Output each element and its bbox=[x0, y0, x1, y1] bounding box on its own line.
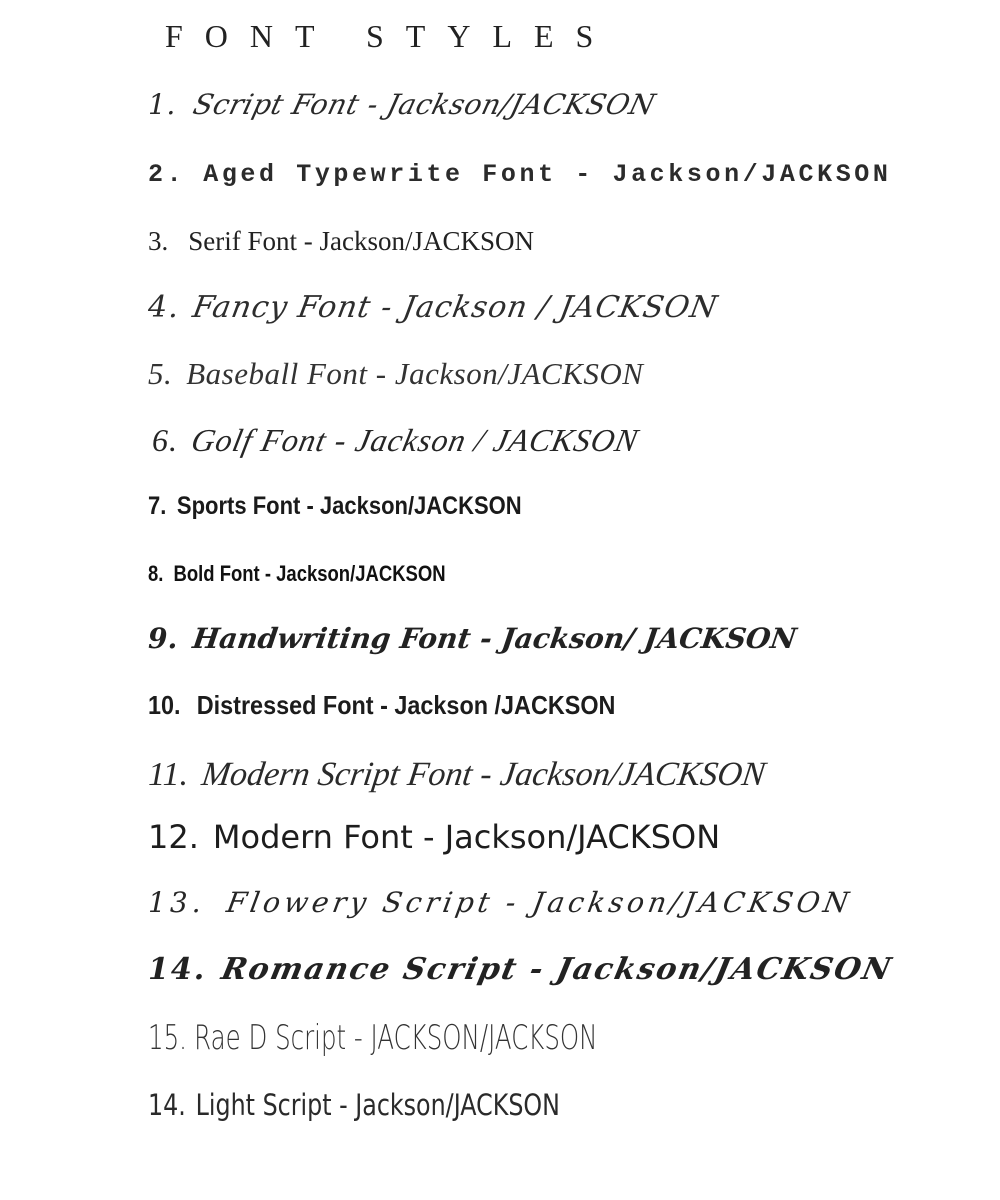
font-sample-label: Fancy Font - Jackson / JACKSON bbox=[189, 290, 721, 325]
font-sample-label: Romance Script - Jackson/JACKSON bbox=[218, 952, 896, 987]
font-sample-serif bbox=[148, 226, 534, 257]
font-sample-label: Script Font - Jackson/JACKSON bbox=[189, 88, 659, 121]
font-sample-number: 10. bbox=[148, 690, 181, 720]
font-sample-label: Baseball Font - Jackson/JACKSON bbox=[186, 356, 644, 391]
font-sample-light-script bbox=[148, 1088, 560, 1122]
font-sample-aged-typewrite bbox=[148, 160, 892, 189]
font-sample-number: 15. bbox=[148, 1018, 187, 1058]
font-sample-label: Light Script - Jackson/JACKSON bbox=[195, 1088, 560, 1122]
font-sample-label: Serif Font - Jackson/JACKSON bbox=[188, 226, 535, 256]
font-sample-bold bbox=[148, 561, 446, 587]
font-sample-label: Distressed Font - Jackson /JACKSON bbox=[196, 690, 616, 720]
font-sample-number: 2. bbox=[148, 160, 186, 189]
page-title: FONT STYLES bbox=[165, 18, 616, 54]
font-sample-script bbox=[148, 88, 659, 121]
font-sample-label: Modern Font - Jackson/JACKSON bbox=[212, 818, 721, 856]
font-sample-number: 14. bbox=[148, 952, 207, 987]
font-sample-flowery-script bbox=[148, 886, 855, 919]
font-sample-number: 8. bbox=[148, 561, 164, 586]
font-sample-baseball bbox=[148, 356, 643, 392]
font-sample-number: 9. bbox=[148, 622, 178, 655]
font-sample-number: 13. bbox=[148, 886, 205, 919]
font-sample-number: 3. bbox=[148, 226, 169, 256]
font-sample-number: 4. bbox=[148, 290, 179, 325]
font-sample-modern-script bbox=[148, 756, 768, 794]
font-sample-label: Flowery Script - Jackson/JACKSON bbox=[223, 886, 855, 919]
font-sample-sports bbox=[148, 492, 522, 521]
font-sample-number: 6. bbox=[152, 422, 178, 458]
font-sample-label: Sports Font - Jackson/JACKSON bbox=[176, 492, 522, 520]
font-sample-number: 11. bbox=[148, 756, 188, 793]
font-sample-label: Rae D Script - JACKSON/JACKSON bbox=[194, 1018, 598, 1058]
font-sample-number: 5. bbox=[148, 356, 173, 391]
font-sample-number: 1. bbox=[148, 88, 176, 121]
font-sample-romance-script bbox=[148, 952, 896, 987]
font-sample-distressed bbox=[148, 690, 615, 721]
font-sample-number: 12. bbox=[148, 818, 199, 856]
font-sample-golf bbox=[148, 422, 642, 459]
font-sample-label: Golf Font - Jackson / JACKSON bbox=[188, 422, 642, 458]
font-sample-modern bbox=[148, 818, 720, 856]
font-sample-label: Modern Script Font - Jackson/JACKSON bbox=[199, 756, 768, 793]
font-sample-label: Bold Font - Jackson/JACKSON bbox=[173, 561, 446, 586]
font-sample-handwriting bbox=[148, 622, 799, 655]
font-sample-fancy bbox=[148, 290, 721, 325]
font-sample-number: 14. bbox=[148, 1088, 186, 1122]
font-sample-rae-d-script bbox=[148, 1018, 597, 1058]
font-sample-number: 7. bbox=[148, 492, 167, 520]
font-sample-label: Handwriting Font - Jackson/ JACKSON bbox=[190, 622, 799, 655]
font-sample-label: Aged Typewrite Font - Jackson/JACKSON bbox=[203, 160, 892, 189]
